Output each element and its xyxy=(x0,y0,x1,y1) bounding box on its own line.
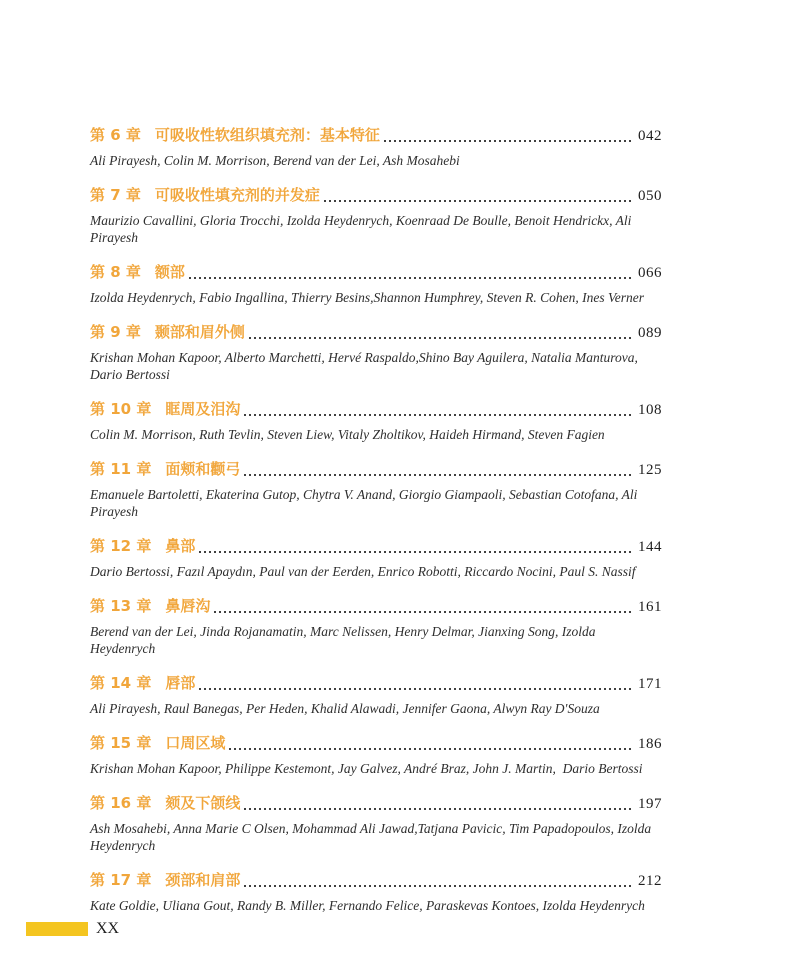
dot-leader xyxy=(244,885,633,887)
dot-leader xyxy=(229,748,633,750)
toc-entry xyxy=(90,597,662,657)
chapter-number: 第 9 章 xyxy=(90,323,141,341)
page-number: 197 xyxy=(638,796,662,812)
toc-entry-title-row xyxy=(90,400,662,420)
toc-entry xyxy=(90,871,662,914)
toc-entry-title-row xyxy=(90,126,662,146)
chapter-authors: Izolda Heydenrych, Fabio Ingallina, Thierry Besins,Shannon Humphrey, Steven R. Cohen, Ines Verner xyxy=(90,290,645,305)
toc-entry-title-row xyxy=(90,537,662,557)
page-number: 042 xyxy=(638,128,662,144)
page-number: 066 xyxy=(638,265,662,281)
page-number: 108 xyxy=(638,402,662,418)
toc-entry xyxy=(90,674,662,717)
toc-entry xyxy=(90,400,662,443)
chapter-authors: Krishan Mohan Kapoor, Philippe Kestemont, Jay Galvez, André Braz, John J. Martin, Dario Bertossi xyxy=(90,761,643,776)
chapter-authors: Ali Pirayesh, Raul Banegas, Per Heden, Khalid Alawadi, Jennifer Gaona, Alwyn Ray D'Souza xyxy=(90,701,600,716)
chapter-number: 第 11 章 xyxy=(90,460,152,478)
chapter-number: 第 17 章 xyxy=(90,871,152,889)
chapter-number: 第 8 章 xyxy=(90,263,141,281)
chapter-number: 第 7 章 xyxy=(90,186,141,204)
chapter-authors: Ash Mosahebi, Anna Marie C Olsen, Mohammad Ali Jawad,Tatjana Pavicic, Tim Papadopoulos, Izolda Heydenrych xyxy=(90,821,655,853)
chapter-authors: Dario Bertossi, Fazıl Apaydın, Paul van der Eerden, Enrico Robotti, Riccardo Nocini, Paul S. Nassif xyxy=(90,564,636,579)
page-number: 161 xyxy=(638,599,662,615)
toc-entry-title-row xyxy=(90,460,662,480)
dot-leader xyxy=(199,551,633,553)
toc-entry-title-row xyxy=(90,323,662,343)
dot-leader xyxy=(214,611,633,613)
page-number: 144 xyxy=(638,539,662,555)
table-of-contents xyxy=(90,126,662,931)
chapter-title: 颈部和肩部 xyxy=(165,871,241,889)
chapter-authors: Colin M. Morrison, Ruth Tevlin, Steven Liew, Vitaly Zholtikov, Haideh Hirmand, Steven Fagien xyxy=(90,427,605,442)
page-folio: XX xyxy=(96,920,120,937)
chapter-title: 鼻唇沟 xyxy=(165,597,211,615)
dot-leader xyxy=(189,277,633,279)
toc-entry xyxy=(90,734,662,777)
chapter-number: 第 13 章 xyxy=(90,597,152,615)
toc-entry-title-row xyxy=(90,674,662,694)
page-number: 186 xyxy=(638,736,662,752)
chapter-number: 第 6 章 xyxy=(90,126,141,144)
page-number: 125 xyxy=(638,462,662,478)
chapter-title: 面颊和颧弓 xyxy=(165,460,241,478)
chapter-number: 第 16 章 xyxy=(90,794,152,812)
toc-entry-title-row xyxy=(90,263,662,283)
chapter-number: 第 10 章 xyxy=(90,400,152,418)
chapter-authors: Kate Goldie, Uliana Gout, Randy B. Miller, Fernando Felice, Paraskevas Kontoes, Izolda Heydenrych xyxy=(90,898,645,913)
toc-entry xyxy=(90,323,662,383)
chapter-authors: Krishan Mohan Kapoor, Alberto Marchetti, Hervé Raspaldo,Shino Bay Aguilera, Natalia Manturova, Dario Bertossi xyxy=(90,350,642,382)
page-number: 212 xyxy=(638,873,662,889)
chapter-title: 可吸收性软组织填充剂：基本特征 xyxy=(154,126,380,144)
toc-entry-title-row xyxy=(90,597,662,617)
dot-leader xyxy=(249,337,633,339)
toc-entry-title-row xyxy=(90,186,662,206)
dot-leader xyxy=(324,200,633,202)
toc-entry xyxy=(90,460,662,520)
toc-entry-title-row xyxy=(90,871,662,891)
toc-entry-title-row xyxy=(90,794,662,814)
toc-entry xyxy=(90,186,662,246)
dot-leader xyxy=(244,474,633,476)
page-footer xyxy=(26,920,119,938)
chapter-title: 颏及下颌线 xyxy=(165,794,241,812)
chapter-number: 第 14 章 xyxy=(90,674,152,692)
footer-accent-bar xyxy=(26,922,88,936)
toc-entry xyxy=(90,794,662,854)
toc-entry xyxy=(90,126,662,169)
chapter-title: 颞部和眉外侧 xyxy=(154,323,245,341)
chapter-title: 额部 xyxy=(154,263,185,281)
chapter-number: 第 12 章 xyxy=(90,537,152,555)
chapter-title: 口周区域 xyxy=(165,734,226,752)
chapter-title: 眶周及泪沟 xyxy=(165,400,241,418)
chapter-title: 鼻部 xyxy=(165,537,196,555)
page-number: 050 xyxy=(638,188,662,204)
dot-leader xyxy=(199,688,633,690)
toc-entry xyxy=(90,263,662,306)
toc-entry-title-row xyxy=(90,734,662,754)
toc-entry xyxy=(90,537,662,580)
dot-leader xyxy=(244,808,633,810)
chapter-authors: Berend van der Lei, Jinda Rojanamatin, Marc Nelissen, Henry Delmar, Jianxing Song, Izolda Heydenrych xyxy=(90,624,599,656)
dot-leader xyxy=(384,140,633,142)
page-number: 089 xyxy=(638,325,662,341)
chapter-title: 唇部 xyxy=(165,674,196,692)
page-number: 171 xyxy=(638,676,662,692)
chapter-authors: Emanuele Bartoletti, Ekaterina Gutop, Chytra V. Anand, Giorgio Giampaoli, Sebastian Cotofana, Ali Pirayesh xyxy=(90,487,641,519)
chapter-authors: Maurizio Cavallini, Gloria Trocchi, Izolda Heydenrych, Koenraad De Boulle, Benoit Hendrickx, Ali Pirayesh xyxy=(90,213,635,245)
chapter-title: 可吸收性填充剂的并发症 xyxy=(154,186,320,204)
dot-leader xyxy=(244,414,633,416)
chapter-authors: Ali Pirayesh, Colin M. Morrison, Berend van der Lei, Ash Mosahebi xyxy=(90,153,460,168)
chapter-number: 第 15 章 xyxy=(90,734,152,752)
